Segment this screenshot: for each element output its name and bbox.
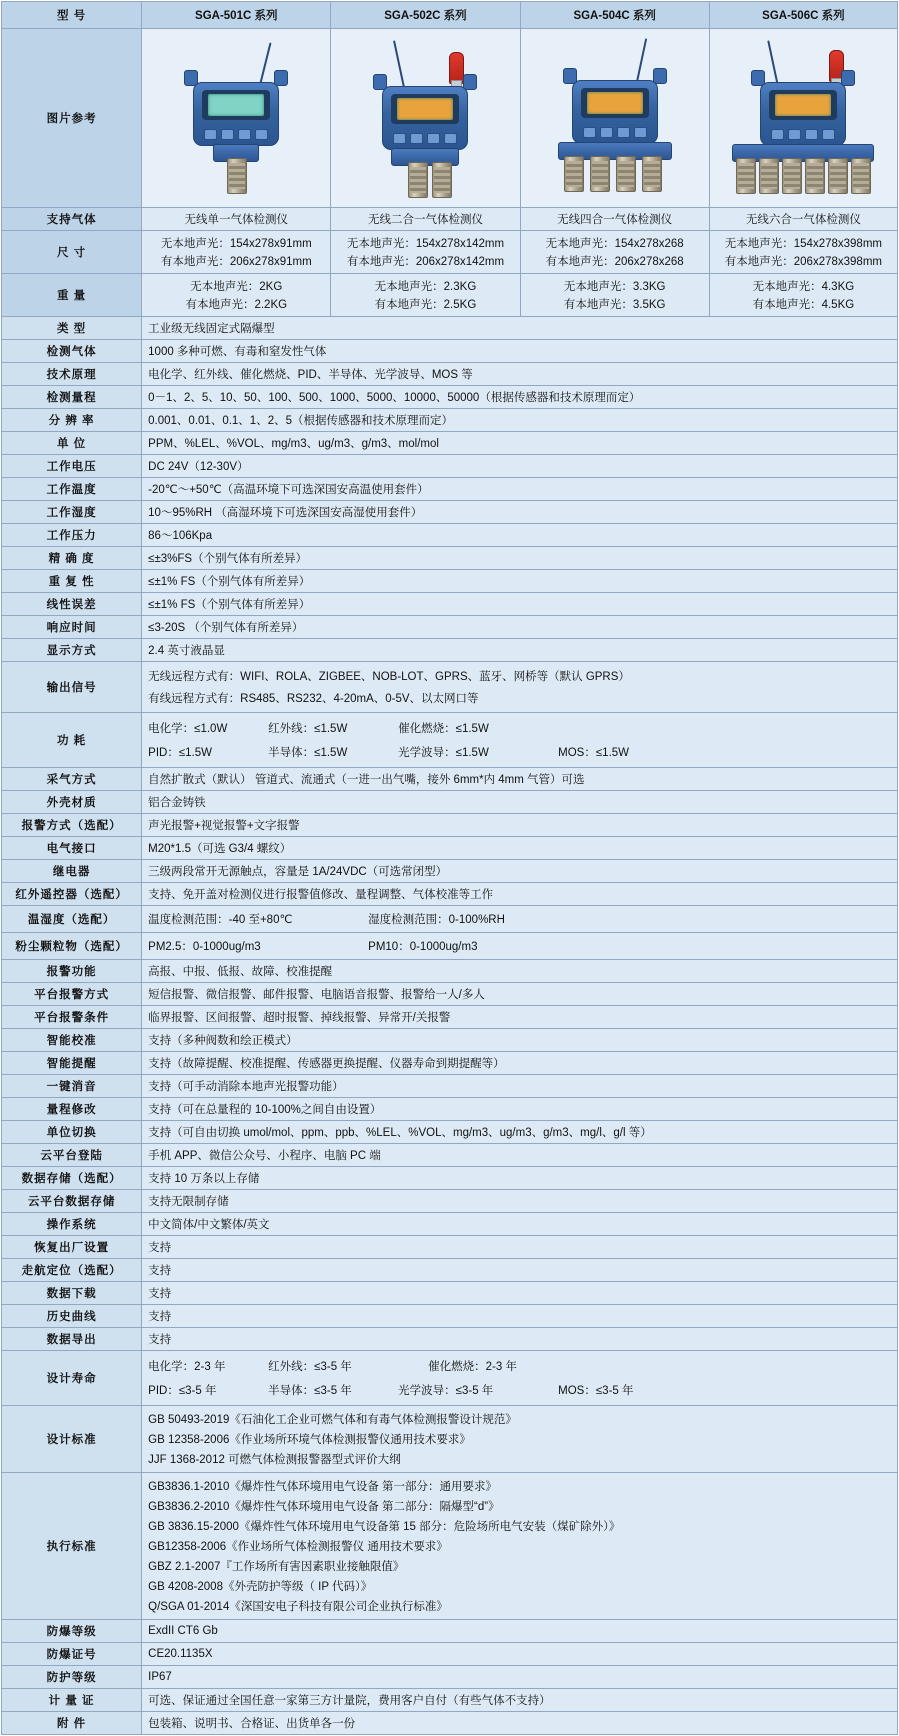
row-label: 工作湿度 bbox=[2, 501, 142, 524]
pm25-range: PM2.5：0-1000ug/m3 bbox=[148, 941, 261, 953]
power-key-2: 催化燃烧： bbox=[398, 723, 456, 735]
row-value: ≤3-20S （个别气体有所差异） bbox=[142, 616, 898, 639]
row-value: 手机 APP、微信公众号、小程序、电脑 PC 端 bbox=[142, 1144, 898, 1167]
table-row-size bbox=[2, 231, 898, 274]
row-value: 可选、保证通过全国任意一家第三方计量院，费用客户自付（有些气体不支持） bbox=[142, 1689, 898, 1712]
row-value: 2.4 英寸液晶显 bbox=[142, 639, 898, 662]
weight-2 bbox=[331, 274, 520, 317]
table-row-spec bbox=[2, 386, 898, 409]
row-value: 1000 多种可燃、有毒和窒发性气体 bbox=[142, 340, 898, 363]
row-value: 支持（可手动消除本地声光报警功能） bbox=[142, 1075, 898, 1098]
weight-2-b: 有本地声光：2.5KG bbox=[374, 299, 477, 311]
row-label: 数据导出 bbox=[2, 1328, 142, 1351]
exec-standard-line: GB3836.2-2010《爆炸性气体环境用电气设备 第二部分：隔爆型“d”》 bbox=[148, 1501, 500, 1513]
power-item-4 bbox=[268, 742, 398, 762]
power-value bbox=[142, 713, 898, 768]
lifespan-item-0 bbox=[148, 1356, 268, 1376]
row-label: 精 确 度 bbox=[2, 547, 142, 570]
row-value: 高报、中报、低报、故障、校准提醒 bbox=[142, 960, 898, 983]
row-value: 自然扩散式（默认） 管道式、流通式（一进一出气嘴，接外 6mm*内 4mm 气管）可选 bbox=[142, 768, 898, 791]
product-image-506c bbox=[709, 29, 897, 208]
exec-standard-line: GBZ 2.1-2007『工作场所有害因素职业接触限值》 bbox=[148, 1561, 405, 1573]
product-image-504c bbox=[520, 29, 709, 208]
row-value: 包装箱、说明书、合格证、出货单各一份 bbox=[142, 1712, 898, 1735]
size-2-a: 无本地声光：154x278x142mm bbox=[346, 238, 505, 250]
lifespan-key-1: 红外线： bbox=[268, 1361, 315, 1373]
power-item-5 bbox=[398, 742, 558, 762]
table-row-spec bbox=[2, 1236, 898, 1259]
design-standard-line: JJF 1368-2012 可燃气体检测报警器型式评价大纲 bbox=[148, 1454, 401, 1466]
size-3-b: 有本地声光：206x278x268 bbox=[545, 256, 684, 268]
row-value: 支持无限制存储 bbox=[142, 1190, 898, 1213]
row-label-output-signal: 输出信号 bbox=[2, 662, 142, 713]
row-label: 显示方式 bbox=[2, 639, 142, 662]
table-row-spec bbox=[2, 455, 898, 478]
row-value: ≤±1% FS（个别气体有所差异） bbox=[142, 570, 898, 593]
temp-range: 温度检测范围：-40 至+80℃ bbox=[148, 914, 293, 926]
lifespan-item-3 bbox=[148, 1380, 268, 1400]
table-row-spec bbox=[2, 593, 898, 616]
gas-support-1: 无线单一气体检测仪 bbox=[142, 208, 331, 231]
exec-standard-line: GB12358-2006《作业场所气体检测报警仪 通用技术要求》 bbox=[148, 1541, 448, 1553]
row-label: 智能校准 bbox=[2, 1029, 142, 1052]
model-header-4: SGA-506C 系列 bbox=[709, 2, 897, 29]
weight-1 bbox=[142, 274, 331, 317]
power-item-3 bbox=[148, 742, 268, 762]
table-row-gas-support bbox=[2, 208, 898, 231]
row-value: 0.001、0.01、0.1、1、2、5（根据传感器和技术原理而定） bbox=[142, 409, 898, 432]
power-val-5: ≤1.5W bbox=[455, 747, 489, 759]
row-value: 铝合金铸铁 bbox=[142, 791, 898, 814]
gas-support-2: 无线二合一气体检测仪 bbox=[331, 208, 520, 231]
power-key-3: PID： bbox=[148, 747, 179, 759]
row-label: 单 位 bbox=[2, 432, 142, 455]
lifespan-val-2: 2-3 年 bbox=[485, 1361, 517, 1373]
row-value: DC 24V（12-30V） bbox=[142, 455, 898, 478]
product-image-501c bbox=[142, 29, 331, 208]
table-row-spec bbox=[2, 1643, 898, 1666]
table-row-spec bbox=[2, 432, 898, 455]
lifespan-val-5: ≤3-5 年 bbox=[455, 1385, 494, 1397]
power-item-2 bbox=[398, 718, 558, 738]
lifespan-key-2: 催化燃烧： bbox=[428, 1361, 486, 1373]
output-signal-value bbox=[142, 662, 898, 713]
weight-1-b: 有本地声光：2.2KG bbox=[185, 299, 288, 311]
row-label: 工作压力 bbox=[2, 524, 142, 547]
table-row-spec bbox=[2, 1328, 898, 1351]
table-row-spec bbox=[2, 1689, 898, 1712]
table-row-spec bbox=[2, 1666, 898, 1689]
row-value: 短信报警、微信报警、邮件报警、电脑语音报警、报警给一人/多人 bbox=[142, 983, 898, 1006]
table-row-spec bbox=[2, 1098, 898, 1121]
lifespan-val-6: ≤3-5 年 bbox=[595, 1385, 634, 1397]
row-value: 工业级无线固定式隔爆型 bbox=[142, 317, 898, 340]
row-value: IP67 bbox=[142, 1666, 898, 1689]
lifespan-item-2 bbox=[428, 1356, 517, 1376]
design-standard-value bbox=[142, 1406, 898, 1473]
row-label: 平台报警条件 bbox=[2, 1006, 142, 1029]
spec-table bbox=[1, 1, 898, 1735]
row-value: 支持（可在总量程的 10-100%之间自由设置） bbox=[142, 1098, 898, 1121]
row-label: 外壳材质 bbox=[2, 791, 142, 814]
row-label-lifespan: 设计寿命 bbox=[2, 1351, 142, 1406]
table-row-model bbox=[2, 2, 898, 29]
row-value: 支持 bbox=[142, 1236, 898, 1259]
power-val-2: ≤1.5W bbox=[455, 723, 489, 735]
lifespan-key-6: MOS： bbox=[558, 1385, 596, 1397]
row-label: 一键消音 bbox=[2, 1075, 142, 1098]
row-label: 技术原理 bbox=[2, 363, 142, 386]
weight-3-b: 有本地声光：3.5KG bbox=[563, 299, 666, 311]
lifespan-item-5 bbox=[398, 1380, 558, 1400]
row-value: 支持、免开盖对检测仪进行报警值修改、量程调整、气体校准等工作 bbox=[142, 883, 898, 906]
row-value: M20*1.5（可选 G3/4 螺纹） bbox=[142, 837, 898, 860]
table-row-spec bbox=[2, 1213, 898, 1236]
row-value: ≤±3%FS（个别气体有所差异） bbox=[142, 547, 898, 570]
power-item-1 bbox=[268, 718, 398, 738]
table-row-spec bbox=[2, 1052, 898, 1075]
table-row-spec bbox=[2, 1144, 898, 1167]
row-label-design-standard: 设计标准 bbox=[2, 1406, 142, 1473]
table-row-spec bbox=[2, 1620, 898, 1643]
row-label: 防护等级 bbox=[2, 1666, 142, 1689]
row-label-image-reference: 图片参考 bbox=[2, 29, 142, 208]
size-2-b: 有本地声光：206x278x142mm bbox=[346, 256, 505, 268]
table-row-spec bbox=[2, 883, 898, 906]
row-label: 云平台登陆 bbox=[2, 1144, 142, 1167]
table-row-spec bbox=[2, 363, 898, 386]
table-row-spec bbox=[2, 860, 898, 883]
row-label-gas-support: 支持气体 bbox=[2, 208, 142, 231]
table-row-spec bbox=[2, 1121, 898, 1144]
table-row-spec bbox=[2, 791, 898, 814]
exec-standard-line: GB 3836.15-2000《爆炸性气体环境用电气设备第 15 部分：危险场所电气安装（煤矿除外）》 bbox=[148, 1521, 621, 1533]
temp-humidity-value bbox=[142, 906, 898, 933]
size-2 bbox=[331, 231, 520, 274]
humidity-range: 湿度检测范围：0-100%RH bbox=[368, 914, 505, 926]
power-key-5: 光学波导： bbox=[398, 747, 456, 759]
row-label: 检测量程 bbox=[2, 386, 142, 409]
lifespan-item-4 bbox=[268, 1380, 398, 1400]
table-row-spec bbox=[2, 1282, 898, 1305]
row-label: 检测气体 bbox=[2, 340, 142, 363]
row-label: 智能提醒 bbox=[2, 1052, 142, 1075]
table-row-spec bbox=[2, 1190, 898, 1213]
exec-standard-line: GB 4208-2008《外壳防护等级（ IP 代码）》 bbox=[148, 1581, 373, 1593]
row-label: 走航定位（选配） bbox=[2, 1259, 142, 1282]
size-4-a: 无本地声光：154x278x398mm bbox=[724, 238, 882, 250]
row-label: 继电器 bbox=[2, 860, 142, 883]
row-value: 支持 bbox=[142, 1282, 898, 1305]
table-row-spec bbox=[2, 1167, 898, 1190]
row-label: 数据下载 bbox=[2, 1282, 142, 1305]
row-value: 中文简体/中文繁体/英文 bbox=[142, 1213, 898, 1236]
lifespan-key-4: 半导体： bbox=[268, 1385, 315, 1397]
row-label: 重 复 性 bbox=[2, 570, 142, 593]
size-3-a: 无本地声光：154x278x268 bbox=[545, 238, 684, 250]
table-row-spec bbox=[2, 409, 898, 432]
lifespan-val-0: 2-3 年 bbox=[194, 1361, 226, 1373]
product-image-502c bbox=[331, 29, 520, 208]
gas-support-4: 无线六合一气体检测仪 bbox=[709, 208, 897, 231]
row-value: -20℃～+50℃（高温环境下可选深国安高温使用套件） bbox=[142, 478, 898, 501]
lifespan-val-4: ≤3-5 年 bbox=[314, 1385, 352, 1397]
table-row-spec bbox=[2, 1075, 898, 1098]
row-value: ExdII CT6 Gb bbox=[142, 1620, 898, 1643]
lifespan-value bbox=[142, 1351, 898, 1406]
row-label: 红外遥控器（选配） bbox=[2, 883, 142, 906]
table-row-spec bbox=[2, 501, 898, 524]
table-row-spec bbox=[2, 837, 898, 860]
row-label: 分 辨 率 bbox=[2, 409, 142, 432]
row-value: 三级两段常开无源触点，容量是 1A/24VDC（可选常闭型） bbox=[142, 860, 898, 883]
row-value: 10～95%RH （高湿环境下可选深国安高湿使用套件） bbox=[142, 501, 898, 524]
size-4 bbox=[709, 231, 897, 274]
exec-standard-value bbox=[142, 1473, 898, 1620]
row-value: 支持（多种阀数和绘正模式） bbox=[142, 1029, 898, 1052]
model-header-1: SGA-501C 系列 bbox=[142, 2, 331, 29]
weight-4 bbox=[709, 274, 897, 317]
power-val-3: ≤1.5W bbox=[178, 747, 212, 759]
row-label: 量程修改 bbox=[2, 1098, 142, 1121]
weight-4-b: 有本地声光：4.5KG bbox=[752, 299, 855, 311]
size-1 bbox=[142, 231, 331, 274]
table-row-spec bbox=[2, 1029, 898, 1052]
power-val-0: ≤1.0W bbox=[194, 723, 228, 735]
row-label: 历史曲线 bbox=[2, 1305, 142, 1328]
exec-standard-line: GB3836.1-2010《爆炸性气体环境用电气设备 第一部分：通用要求》 bbox=[148, 1481, 498, 1493]
weight-3-a: 无本地声光：3.3KG bbox=[563, 281, 666, 293]
model-header-3: SGA-504C 系列 bbox=[520, 2, 709, 29]
row-value: 0－1、2、5、10、50、100、500、1000、5000、10000、50000（根据传感器和技术原理而定） bbox=[142, 386, 898, 409]
row-label-dust: 粉尘颗粒物（选配） bbox=[2, 933, 142, 960]
table-row-weight bbox=[2, 274, 898, 317]
power-key-4: 半导体： bbox=[268, 747, 315, 759]
power-key-0: 电化学： bbox=[148, 723, 195, 735]
output-wired: 有线远程方式有：RS485、RS232、4-20mA、0-5V、以太网口等 bbox=[148, 693, 479, 705]
table-row-temp-humidity bbox=[2, 906, 898, 933]
table-row-spec bbox=[2, 768, 898, 791]
row-label: 工作温度 bbox=[2, 478, 142, 501]
table-row-spec bbox=[2, 639, 898, 662]
row-value: 支持（故障提醒、校准提醒、传感器更换提醒、仪器寿命到期提醒等） bbox=[142, 1052, 898, 1075]
row-value: 支持 10 万条以上存储 bbox=[142, 1167, 898, 1190]
power-val-6: ≤1.5W bbox=[595, 747, 630, 759]
row-label-power: 功 耗 bbox=[2, 713, 142, 768]
row-value: 电化学、红外线、催化燃烧、PID、半导体、光学波导、MOS 等 bbox=[142, 363, 898, 386]
lifespan-key-0: 电化学： bbox=[148, 1361, 195, 1373]
power-item-0 bbox=[148, 718, 268, 738]
table-row-output-signal bbox=[2, 662, 898, 713]
row-label-weight: 重 量 bbox=[2, 274, 142, 317]
row-label: 附 件 bbox=[2, 1712, 142, 1735]
gas-support-3: 无线四合一气体检测仪 bbox=[520, 208, 709, 231]
row-value: 临界报警、区间报警、超时报警、掉线报警、异常开/关报警 bbox=[142, 1006, 898, 1029]
table-row-image-reference bbox=[2, 29, 898, 208]
table-row-dust bbox=[2, 933, 898, 960]
table-row-spec bbox=[2, 317, 898, 340]
lifespan-item-1 bbox=[268, 1356, 428, 1376]
row-value: ≤±1% FS（个别气体有所差异） bbox=[142, 593, 898, 616]
row-label: 防爆证号 bbox=[2, 1643, 142, 1666]
weight-4-a: 无本地声光：4.3KG bbox=[752, 281, 855, 293]
weight-3 bbox=[520, 274, 709, 317]
row-label: 电气接口 bbox=[2, 837, 142, 860]
table-row-lifespan bbox=[2, 1351, 898, 1406]
spec-sheet bbox=[0, 1, 899, 1735]
row-label-size: 尺 寸 bbox=[2, 231, 142, 274]
row-label: 工作电压 bbox=[2, 455, 142, 478]
row-value: 声光报警+视觉报警+文字报警 bbox=[142, 814, 898, 837]
row-value: 支持 bbox=[142, 1259, 898, 1282]
table-row-spec bbox=[2, 814, 898, 837]
table-row-spec bbox=[2, 1712, 898, 1735]
lifespan-item-6 bbox=[558, 1380, 633, 1400]
table-row-spec bbox=[2, 960, 898, 983]
lifespan-key-3: PID： bbox=[148, 1385, 179, 1397]
row-label-exec-standard: 执行标准 bbox=[2, 1473, 142, 1620]
model-header-2: SGA-502C 系列 bbox=[331, 2, 520, 29]
row-label: 恢复出厂设置 bbox=[2, 1236, 142, 1259]
table-row-spec bbox=[2, 570, 898, 593]
table-row-spec bbox=[2, 340, 898, 363]
table-row-spec bbox=[2, 547, 898, 570]
row-label-model: 型 号 bbox=[2, 2, 142, 29]
table-row-spec bbox=[2, 1305, 898, 1328]
row-label: 类 型 bbox=[2, 317, 142, 340]
table-row-design-standard bbox=[2, 1406, 898, 1473]
power-key-6: MOS： bbox=[558, 747, 596, 759]
row-value: 支持 bbox=[142, 1305, 898, 1328]
lifespan-val-3: ≤3-5 年 bbox=[178, 1385, 217, 1397]
design-standard-line: GB 50493-2019《石油化工企业可燃气体和有毒气体检测报警设计规范》 bbox=[148, 1414, 517, 1426]
row-value: 支持（可自由切换 umol/mol、ppm、ppb、%LEL、%VOL、mg/m3、ug/m3、g/m3、mg/l、g/l 等） bbox=[142, 1121, 898, 1144]
table-row-spec bbox=[2, 983, 898, 1006]
power-val-1: ≤1.5W bbox=[314, 723, 348, 735]
size-1-b: 有本地声光：206x278x91mm bbox=[160, 256, 312, 268]
row-value: CE20.1135X bbox=[142, 1643, 898, 1666]
power-item-6 bbox=[558, 742, 629, 762]
table-row-spec bbox=[2, 478, 898, 501]
row-value: 86～106Kpa bbox=[142, 524, 898, 547]
power-val-4: ≤1.5W bbox=[314, 747, 348, 759]
row-label: 平台报警方式 bbox=[2, 983, 142, 1006]
dust-value bbox=[142, 933, 898, 960]
row-value: 支持 bbox=[142, 1328, 898, 1351]
weight-2-a: 无本地声光：2.3KG bbox=[374, 281, 477, 293]
row-label: 计 量 证 bbox=[2, 1689, 142, 1712]
lifespan-val-1: ≤3-5 年 bbox=[314, 1361, 352, 1373]
size-3 bbox=[520, 231, 709, 274]
table-row-exec-standard bbox=[2, 1473, 898, 1620]
pm10-range: PM10：0-1000ug/m3 bbox=[368, 941, 478, 953]
table-row-spec bbox=[2, 616, 898, 639]
size-1-a: 无本地声光：154x278x91mm bbox=[160, 238, 312, 250]
table-row-power bbox=[2, 713, 898, 768]
row-label: 报警方式（选配） bbox=[2, 814, 142, 837]
lifespan-key-5: 光学波导： bbox=[398, 1385, 456, 1397]
row-label: 云平台数据存储 bbox=[2, 1190, 142, 1213]
weight-1-a: 无本地声光：2KG bbox=[190, 281, 283, 293]
table-row-spec bbox=[2, 1259, 898, 1282]
row-label: 数据存储（选配） bbox=[2, 1167, 142, 1190]
size-4-b: 有本地声光：206x278x398mm bbox=[724, 256, 882, 268]
row-label-temp-humidity: 温湿度（选配） bbox=[2, 906, 142, 933]
row-label: 线性误差 bbox=[2, 593, 142, 616]
row-label: 操作系统 bbox=[2, 1213, 142, 1236]
row-label: 防爆等级 bbox=[2, 1620, 142, 1643]
table-row-spec bbox=[2, 524, 898, 547]
row-value: PPM、%LEL、%VOL、mg/m3、ug/m3、g/m3、mol/mol bbox=[142, 432, 898, 455]
design-standard-line: GB 12358-2006《作业场所环境气体检测报警仪通用技术要求》 bbox=[148, 1434, 471, 1446]
row-label: 采气方式 bbox=[2, 768, 142, 791]
exec-standard-line: Q/SGA 01-2014《深国安电子科技有限公司企业执行标准》 bbox=[148, 1601, 448, 1613]
row-label: 报警功能 bbox=[2, 960, 142, 983]
row-label: 单位切换 bbox=[2, 1121, 142, 1144]
power-key-1: 红外线： bbox=[268, 723, 315, 735]
table-row-spec bbox=[2, 1006, 898, 1029]
output-wireless: 无线远程方式有：WIFI、ROLA、ZIGBEE、NOB-LOT、GPRS、蓝牙、网桥等（默认 GPRS） bbox=[148, 671, 630, 683]
row-label: 响应时间 bbox=[2, 616, 142, 639]
